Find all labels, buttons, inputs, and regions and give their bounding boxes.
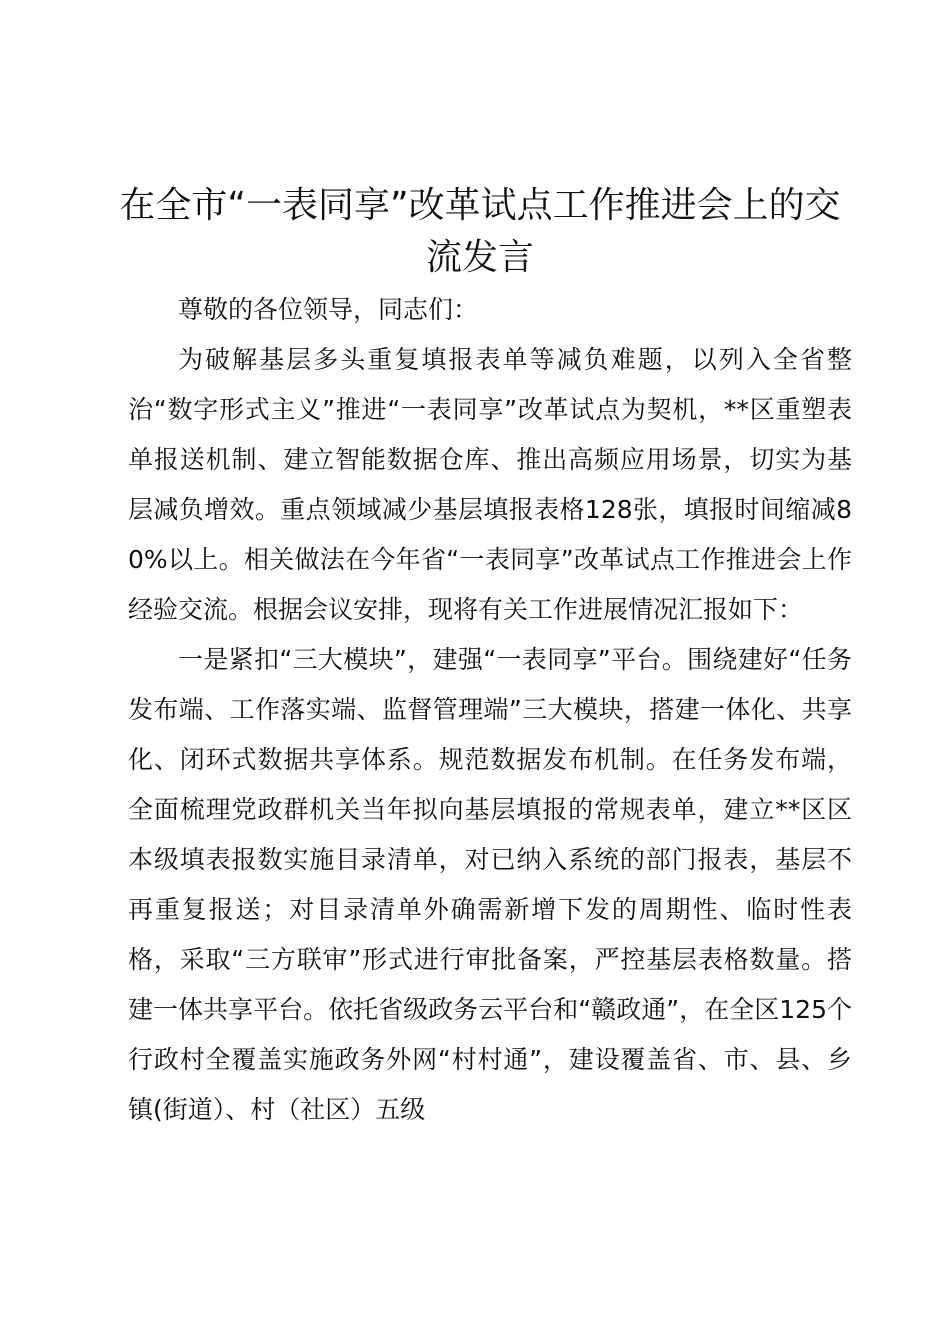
- salutation: 尊敬的各位领导，同志们：: [178, 295, 479, 324]
- paragraph-section-one: 一是紧扣“三大模块”，建强“一表同享”平台。围绕建好“任务发布端、工作落实端、监督管理端”三大模块，搭建一体化、共享化、闭环式数据共享体系。规范数据发布机制。在任务发布端，全面梳理党政群机关当年拟向基层填报的常规表单，建立**区区本级填表报数实施目录清单，对已纳入系统的部门报表，基层不再重复报送；对目录清单外确需新增下发的周期性、临时性表格，采取“三方联审”形式进行审批备案，严控基层表格数量。搭建一体共享平台。依托省级政务云平台和“赣政通”，在全区125个行政村全覆盖实施政务外网“村村通”，建设覆盖省、市、县、乡镇(街道）、村（社区）五级: [128, 645, 852, 1124]
- document-title: 在全市“一表同享”改革试点工作推进会上的交流发言: [119, 185, 841, 278]
- paragraph-intro: 为破解基层多头重复填报表单等减负难题，以列入全省整治“数字形式主义”推进“一表同享”改革试点为契机，**区重塑表单报送机制、建立智能数据仓库、推出高频应用场景，切实为基层减负增效。重点领域减少基层填报表格128张，填报时间缩减80%以上。相关做法在今年省“一表同享”改革试点工作推进会上作经验交流。根据会议安排，现将有关工作进展情况汇报如下：: [128, 345, 852, 624]
- document-body: [128, 285, 852, 1135]
